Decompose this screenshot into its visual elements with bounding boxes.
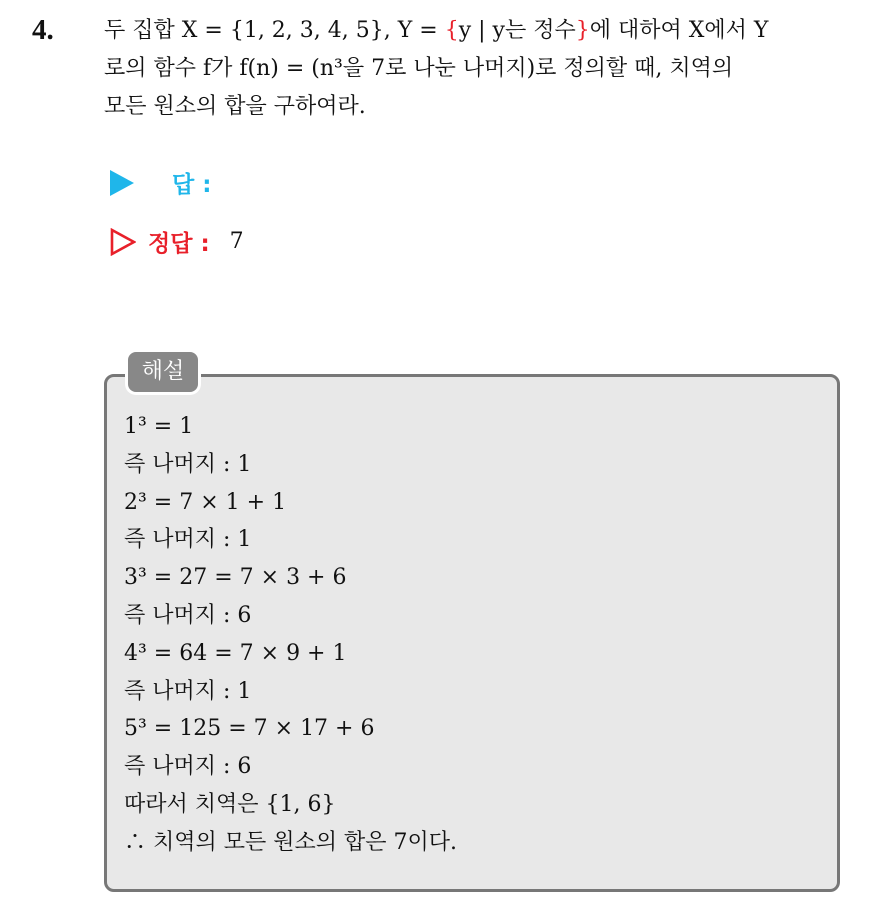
question-line-1-after: 에 대하여 X에서 Y — [589, 18, 769, 43]
solution-line: 1³ = 1 — [124, 414, 194, 439]
question-line-1-middle: y | y는 정수 — [458, 18, 576, 43]
question-number: 4. — [32, 14, 54, 46]
solution-line: 즉 나머지 : 1 — [124, 451, 252, 477]
solution-line: 3³ = 27 = 7 × 3 + 6 — [124, 565, 347, 591]
question-line-2: 로의 함수 f가 f(n) = (n³을 7로 나눈 나머지)로 정의할 때, 치역의 — [104, 56, 734, 81]
solution-line: 즉 나머지 : 1 — [124, 678, 252, 704]
solution-line: 4³ = 64 = 7 × 9 + 1 — [124, 640, 347, 666]
correct-answer-value: 7 — [229, 229, 244, 254]
question-line-1-before: 두 집합 X = {1, 2, 3, 4, 5}, Y = — [104, 18, 445, 43]
outline-triangle-icon — [110, 228, 136, 256]
correct-answer-row — [110, 225, 244, 258]
correct-answer-label: 정답 : — [148, 231, 210, 257]
set-brace-close: } — [575, 18, 590, 43]
set-brace-open: { — [444, 18, 459, 43]
filled-triangle-icon — [110, 170, 134, 196]
solution-line: ∴ 치역의 모든 원소의 합은 7이다. — [124, 829, 457, 855]
solution-line: 5³ = 125 = 7 × 17 + 6 — [124, 716, 375, 742]
question-line-1 — [104, 12, 874, 50]
solution-line: 따라서 치역은 {1, 6} — [124, 791, 336, 817]
answer-label: 답 : — [172, 172, 212, 198]
solution-tag: 해설 — [128, 352, 198, 392]
answer-row — [110, 166, 231, 199]
solution-line: 즉 나머지 : 1 — [124, 527, 252, 553]
solution-lines — [124, 408, 457, 862]
question-line-3: 모든 원소의 합을 구하여라. — [104, 94, 366, 119]
solution-line: 즉 나머지 : 6 — [124, 754, 252, 780]
solution-line: 2³ = 7 × 1 + 1 — [124, 489, 287, 515]
question-text — [104, 12, 874, 126]
solution-line: 즉 나머지 : 6 — [124, 602, 252, 628]
